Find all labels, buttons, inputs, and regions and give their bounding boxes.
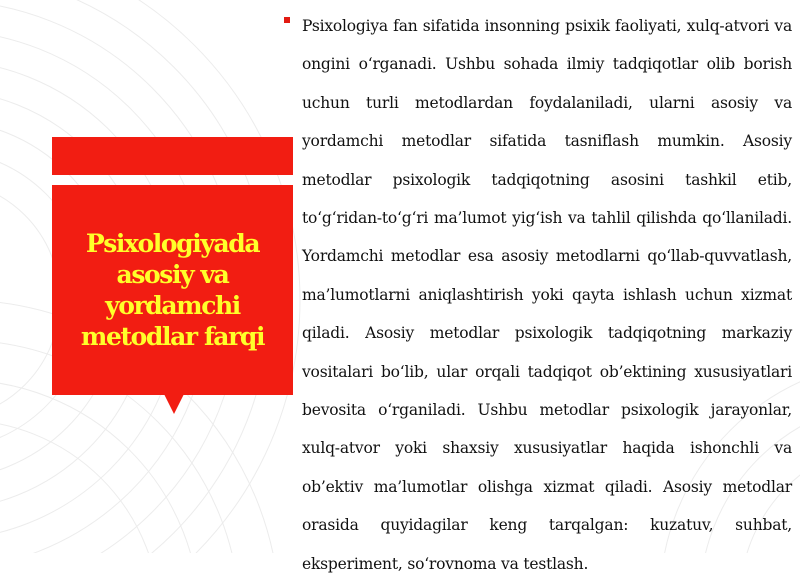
title-pointer-triangle [164, 394, 184, 414]
title-accent-band [52, 137, 293, 175]
body-paragraph: Psixologiya fan sifatida insonning psixik faoliyati, xulq-atvori va ongini o‘rganadi. Ushbu sohada ilmiy tadqiqotlar olib borish uchun turli metodlardan foydalaniladi, ularni asosiy va yordamchi metodlar sifatida tasniflash mumkin. Asosiy metodlar psixologik tadqiqotning asosini tashkil etib, to‘g‘ridan-to‘g‘ri ma’lumot yig‘ish va tahlil qilishda qo‘llaniladi. Yordamchi metodlar esa asosiy metodlarni qo‘llab-quvvatlash, ma’lumotlarni aniqlashtirish yoki qayta ishlash uchun xizmat qiladi. Asosiy metodlar psixologik tadqiqotning markaziy vositalari bo‘lib, ular orqali tadqiqot ob’ektining xususiyatlari bevosita o‘rganiladi. Ushbu metodlar psixologik jarayonlar, xulq-atvor yoki shaxsiy xususiyatlar haqida ishonchli va ob’ektiv ma’lumotlar olishga xizmat qiladi. Asosiy metodlar orasida quyidagilar keng tarqalgan: kuzatuv, suhbat, eksperiment, so‘rovnoma va testlash. [302, 17, 792, 573]
title-box [52, 185, 293, 395]
slide-title: Psixologiyada asosiy va yordamchi metodlar farqi [80, 229, 265, 351]
square-bullet-icon [284, 17, 290, 23]
